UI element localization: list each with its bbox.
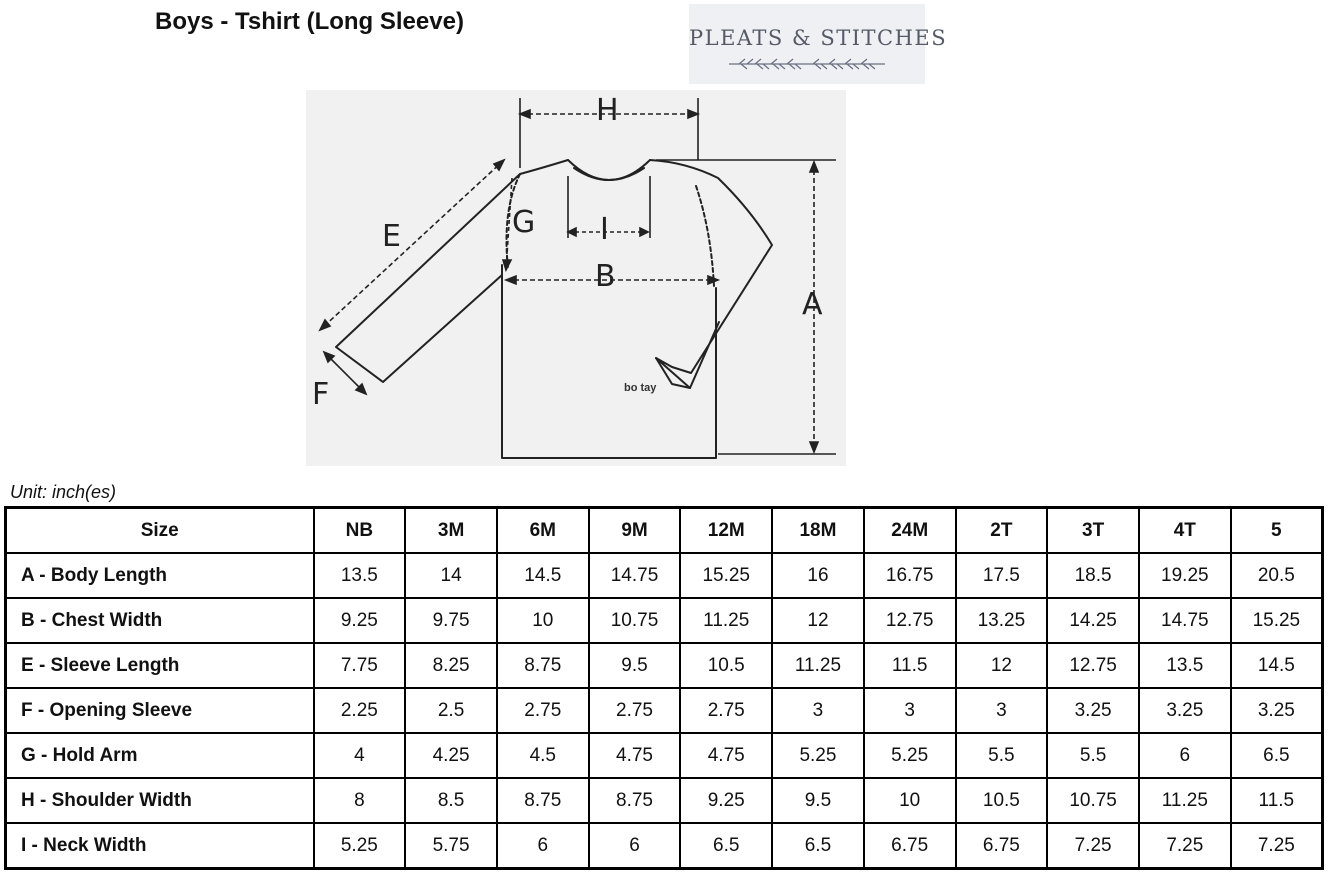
cuff-note: bo tay (624, 382, 657, 394)
table-cell: 4.75 (589, 733, 681, 778)
table-cell: 13.5 (1139, 643, 1231, 688)
table-cell: 18.5 (1047, 553, 1139, 598)
row-label: B - Chest Width (6, 598, 314, 643)
brand-name: PLEATS & STITCHES (689, 26, 948, 50)
table-cell: 19.25 (1139, 553, 1231, 598)
table-cell: 8.75 (497, 643, 589, 688)
measurement-diagram (306, 90, 846, 466)
table-cell: 13.5 (314, 553, 406, 598)
table-cell: 4 (314, 733, 406, 778)
label-f: F (312, 377, 330, 412)
table-cell: 5.25 (864, 733, 956, 778)
row-label: F - Opening Sleeve (6, 688, 314, 733)
leaf-sprig-icon (727, 56, 887, 72)
table-cell: 20.5 (1231, 553, 1323, 598)
table-header-cell: Size (6, 508, 314, 554)
table-cell: 6.75 (956, 823, 1048, 869)
table-cell: 9.5 (772, 778, 864, 823)
table-cell: 2.5 (405, 688, 497, 733)
row-label: E - Sleeve Length (6, 643, 314, 688)
table-cell: 12.75 (1047, 643, 1139, 688)
table-cell: 9.25 (680, 778, 772, 823)
table-header-cell: 2T (956, 508, 1048, 554)
table-cell: 4.75 (680, 733, 772, 778)
table-cell: 17.5 (956, 553, 1048, 598)
table-row (6, 553, 1323, 598)
table-cell: 14.5 (1231, 643, 1323, 688)
table-cell: 13.25 (956, 598, 1048, 643)
table-cell: 10 (497, 598, 589, 643)
row-label: A - Body Length (6, 553, 314, 598)
table-cell: 6 (1139, 733, 1231, 778)
table-cell: 16 (772, 553, 864, 598)
unit-label: Unit: inch(es) (10, 482, 117, 502)
table-cell: 10.5 (956, 778, 1048, 823)
table-cell: 8 (314, 778, 406, 823)
table-cell: 5.5 (1047, 733, 1139, 778)
table-cell: 8.25 (405, 643, 497, 688)
table-cell: 11.25 (680, 598, 772, 643)
table-cell: 15.25 (1231, 598, 1323, 643)
table-cell: 3.25 (1047, 688, 1139, 733)
table-cell: 14.5 (497, 553, 589, 598)
table-cell: 14 (405, 553, 497, 598)
table-row (6, 778, 1323, 823)
label-g: G (512, 205, 536, 240)
table-cell: 11.25 (1139, 778, 1231, 823)
table-header-cell: 24M (864, 508, 956, 554)
table-row (6, 598, 1323, 643)
tshirt-outline (306, 90, 846, 466)
label-a: A (802, 287, 823, 322)
table-cell: 11.5 (1231, 778, 1323, 823)
label-e: E (382, 219, 401, 254)
size-chart-table (4, 506, 1324, 870)
table-cell: 2.75 (680, 688, 772, 733)
table-cell: 10.5 (680, 643, 772, 688)
table-header-cell: 9M (589, 508, 681, 554)
table-cell: 7.25 (1231, 823, 1323, 869)
table-cell: 8.75 (589, 778, 681, 823)
table-cell: 12 (772, 598, 864, 643)
page-title: Boys - Tshirt (Long Sleeve) (155, 8, 464, 35)
table-cell: 10 (864, 778, 956, 823)
table-cell: 2.25 (314, 688, 406, 733)
table-cell: 11.25 (772, 643, 864, 688)
table-cell: 2.75 (589, 688, 681, 733)
table-cell: 6.75 (864, 823, 956, 869)
table-cell: 6 (589, 823, 681, 869)
table-header-cell: 18M (772, 508, 864, 554)
row-label: I - Neck Width (6, 823, 314, 869)
table-cell: 10.75 (1047, 778, 1139, 823)
table-header-cell: 5 (1231, 508, 1323, 554)
table-cell: 3.25 (1231, 688, 1323, 733)
table-cell: 14.75 (1139, 598, 1231, 643)
table-header-row (6, 508, 1323, 554)
table-cell: 7.75 (314, 643, 406, 688)
table-cell: 8.75 (497, 778, 589, 823)
table-cell: 14.75 (589, 553, 681, 598)
table-row (6, 688, 1323, 733)
brand-logo (689, 4, 948, 84)
table-cell: 7.25 (1047, 823, 1139, 869)
table-cell: 12.75 (864, 598, 956, 643)
table-cell: 2.75 (497, 688, 589, 733)
table-cell: 9.5 (589, 643, 681, 688)
table-cell: 3.25 (1139, 688, 1231, 733)
table-cell: 3 (864, 688, 956, 733)
row-label: H - Shoulder Width (6, 778, 314, 823)
table-cell: 6.5 (1231, 733, 1323, 778)
table-header-cell: 4T (1139, 508, 1231, 554)
table-row (6, 733, 1323, 778)
table-cell: 5.5 (956, 733, 1048, 778)
row-label: G - Hold Arm (6, 733, 314, 778)
table-header-cell: 12M (680, 508, 772, 554)
label-i: I (600, 212, 609, 247)
table-cell: 5.75 (405, 823, 497, 869)
table-cell: 4.5 (497, 733, 589, 778)
table-cell: 16.75 (864, 553, 956, 598)
table-row (6, 823, 1323, 869)
table-cell: 8.5 (405, 778, 497, 823)
table-cell: 9.25 (314, 598, 406, 643)
table-cell: 3 (956, 688, 1048, 733)
table-cell: 5.25 (314, 823, 406, 869)
table-cell: 6.5 (680, 823, 772, 869)
label-h: H (596, 93, 619, 128)
table-cell: 4.25 (405, 733, 497, 778)
table-cell: 6 (497, 823, 589, 869)
table-cell: 9.75 (405, 598, 497, 643)
table-row (6, 643, 1323, 688)
table-header-cell: 6M (497, 508, 589, 554)
table-header-cell: 3M (405, 508, 497, 554)
table-body (6, 553, 1323, 869)
table-cell: 6.5 (772, 823, 864, 869)
table-header-cell: 3T (1047, 508, 1139, 554)
label-b: B (595, 259, 616, 294)
table-cell: 11.5 (864, 643, 956, 688)
table-cell: 3 (772, 688, 864, 733)
table-header-cell: NB (314, 508, 406, 554)
table-cell: 12 (956, 643, 1048, 688)
table-cell: 14.25 (1047, 598, 1139, 643)
table-cell: 7.25 (1139, 823, 1231, 869)
table-cell: 10.75 (589, 598, 681, 643)
table-cell: 5.25 (772, 733, 864, 778)
table-cell: 15.25 (680, 553, 772, 598)
